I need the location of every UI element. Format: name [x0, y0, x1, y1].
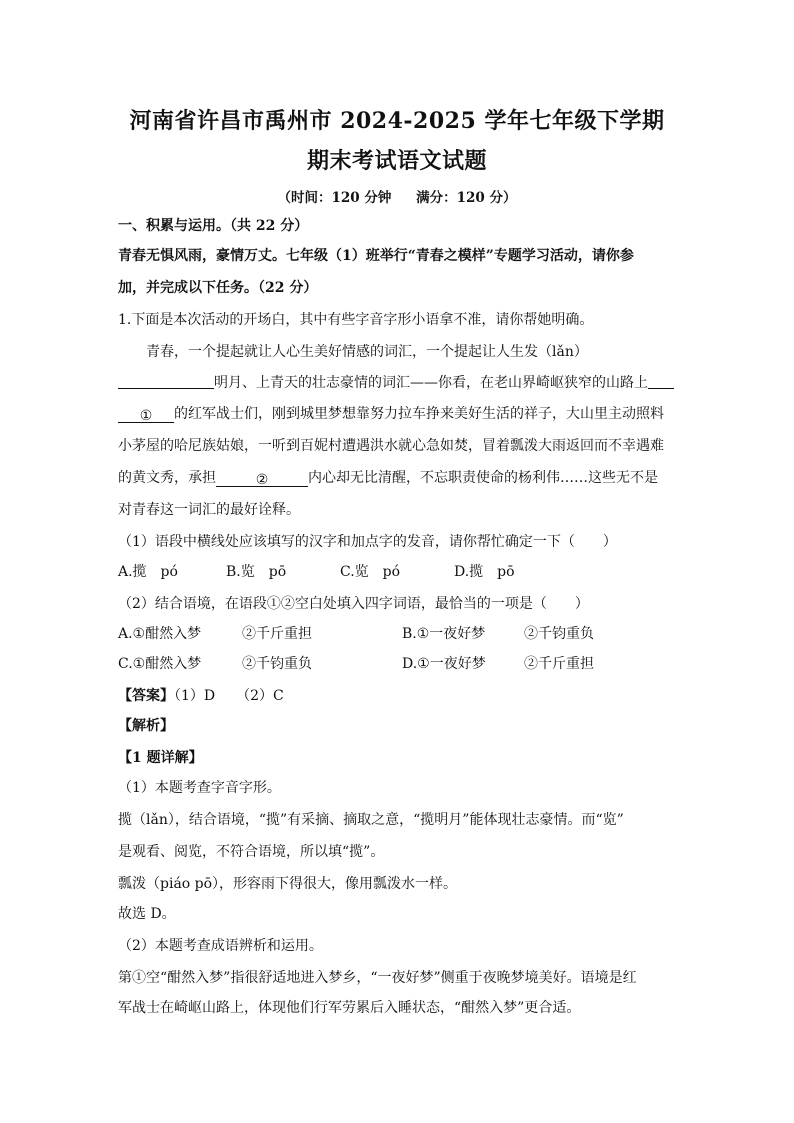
passage-line6: 对青春这一词汇的最好诠释。: [118, 502, 300, 518]
sub2-option-a1: A.①酣然入梦: [118, 626, 202, 642]
fill-blank-lan: [118, 372, 214, 389]
passage-line2-text: 明月、上青天的壮志豪情的词汇——你看，在老山界崎岖狭窄的山路上: [214, 375, 648, 391]
passage-line3-text: 的红军战士们，刚到城里梦想靠努力拉车挣来美好生活的祥子，大山里主动照料: [174, 406, 664, 422]
exam-time-score: [0, 186, 794, 206]
explanation-line1: （1）本题考查字音字形。: [118, 780, 281, 796]
explanation-line4: 瓢泼（piáo pō），形容雨下得很大，像用瓢泼水一样。: [118, 876, 458, 892]
explanation-line7: 第①空“酣然入梦”指很舒适地进入梦乡，“一夜好梦”侧重于夜晚梦境美好。语境是红: [118, 970, 637, 986]
exam-time: （时间：120 分钟: [277, 190, 392, 206]
explanation-line2: 揽（lǎn），结合语境，“揽”有采摘、摘取之意，“揽明月”能体现壮志豪情。而“览”: [118, 812, 624, 828]
passage-line3: [118, 404, 678, 424]
sub1-option-a: A.揽 pó: [118, 564, 178, 580]
section-intro-line2: 加，并完成以下任务。（22 分）: [118, 280, 318, 296]
fill-blank-2: ②: [216, 470, 308, 487]
subquestion2: （2）结合语境，在语段①②空白处填入四字词语，最恰当的一项是（ ）: [118, 596, 589, 612]
explanation-line5: 故选 D。: [118, 906, 176, 922]
sub2-option-c2: ②千钧重负: [242, 656, 312, 672]
exam-title-line1: 河南省许昌市禹州市 2024-2025 学年七年级下学期: [129, 108, 665, 134]
sub2-option-d2: ②千斤重担: [524, 656, 594, 672]
explanation-line6: （2）本题考查成语辨析和运用。: [118, 938, 323, 954]
passage-line4: 小茅屋的哈尼族姑娘，一听到百妮村遭遇洪水就心急如焚，冒着瓢泼大雨返回而不幸遇难: [118, 438, 664, 454]
exam-score: 满分：120 分）: [416, 190, 517, 206]
passage-line2: [118, 372, 678, 393]
sub2-option-b1: B.①一夜好梦: [402, 626, 486, 642]
section-heading: 一、积累与运用。（共 22 分）: [118, 218, 309, 234]
passage-line5: [118, 468, 678, 488]
analysis-label: 【解析】: [118, 718, 174, 734]
sub1-option-c: C.览 pó: [340, 564, 401, 580]
explanation-line3: 是观看、阅览，不符合语境，所以填“揽”。: [118, 844, 385, 860]
passage-line5-text-a: 的黄文秀，承担: [118, 470, 216, 486]
answer-text: （1）D （2）C: [174, 688, 284, 704]
passage-line1: 青春，一个提起就让人心生美好情感的词汇，一个提起让人生发（lǎn）: [146, 344, 588, 360]
answer-line: [118, 686, 678, 706]
sub2-option-b2: ②千钧重负: [524, 626, 594, 642]
fill-blank-trail: [648, 372, 674, 389]
sub1-option-b: B.览 pō: [226, 564, 287, 580]
sub2-option-c1: C.①酣然入梦: [118, 656, 202, 672]
subquestion1: （1）语段中横线处应该填写的汉字和加点字的发音，请你帮忙确定一下（ ）: [118, 534, 617, 550]
explanation-line8: 军战士在崎岖山路上，体现他们行军劳累后入睡状态，“酣然入梦”更合适。: [118, 1000, 581, 1016]
answer-label: 【答案】: [118, 688, 174, 704]
sub1-option-d: D.揽 pō: [454, 564, 515, 580]
sub2-option-d1: D.①一夜好梦: [402, 656, 486, 672]
question1-stem: 1.下面是本次活动的开场白，其中有些字音字形小语拿不准，请你帮她明确。: [118, 312, 594, 328]
passage-line5-text-b: 内心却无比清醒，不忘职责使命的杨利伟……这些无不是: [308, 470, 658, 486]
exam-title-line2: 期末考试语文试题: [306, 148, 487, 174]
section-intro-line1: 青春无惧风雨，豪情万丈。七年级（1）班举行“青春之模样”专题学习活动，请你参: [118, 248, 634, 264]
fill-blank-1: ①: [118, 406, 174, 423]
detail-label: 【1 题详解】: [118, 750, 203, 766]
sub2-option-a2: ②千斤重担: [242, 626, 312, 642]
